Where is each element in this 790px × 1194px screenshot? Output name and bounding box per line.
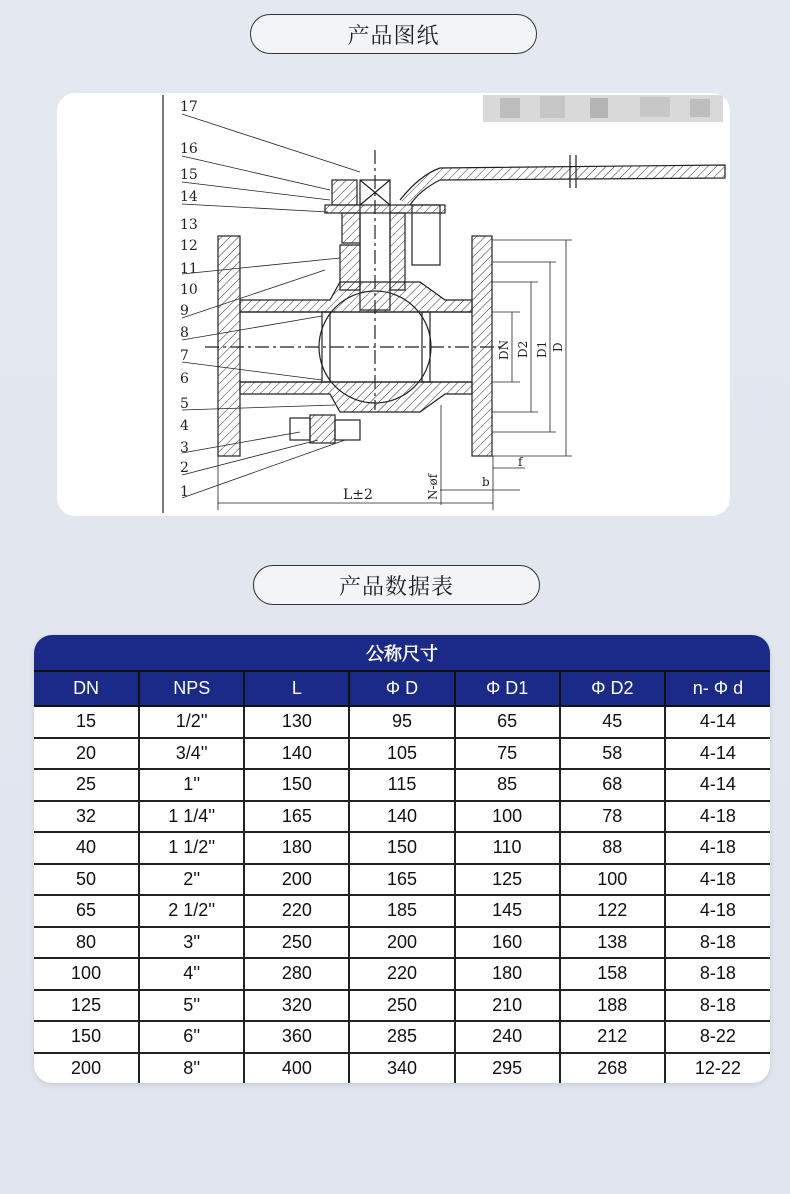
table-cell: 140	[244, 738, 349, 770]
table-cell: 12-22	[694, 1057, 741, 1078]
table-cell: 200	[34, 1053, 139, 1084]
table-cell: 6''	[139, 1021, 244, 1053]
table-cell: 285	[349, 1021, 454, 1053]
table-cell: 8-18	[665, 958, 770, 990]
table-cell: 4-18	[665, 801, 770, 833]
table-cell: 4-18	[665, 832, 770, 864]
table-cell: 4-14	[665, 706, 770, 738]
table-cell: 4-18	[665, 864, 770, 896]
part-label: 13	[180, 217, 198, 233]
table-cell: 130	[244, 706, 349, 738]
table-cell: 150	[244, 769, 349, 801]
table-cell: 4-14	[665, 769, 770, 801]
table-row	[34, 801, 770, 833]
table-cell: 2''	[139, 864, 244, 896]
column-header: n- Φ d	[665, 672, 770, 706]
table-cell: 200	[349, 927, 454, 959]
table-cell: 8''	[139, 1053, 244, 1084]
table-cell: 125	[455, 864, 560, 896]
table-cell: 150	[349, 832, 454, 864]
blurred-watermark	[483, 95, 723, 122]
table-cell: 32	[34, 801, 139, 833]
part-label: 4	[180, 418, 189, 434]
d-label: D	[551, 342, 565, 352]
table-cell: 122	[560, 895, 665, 927]
bolt-holes-label: N-øf	[426, 473, 440, 500]
table-cell: 360	[244, 1021, 349, 1053]
table-cell: 1/2''	[139, 706, 244, 738]
part-label: 7	[180, 348, 189, 364]
table-cell: 5''	[139, 990, 244, 1022]
length-label: L±2	[343, 487, 373, 503]
table-cell: 100	[455, 801, 560, 833]
column-header: Φ D	[349, 672, 454, 706]
section-title-drawing: 产品图纸	[250, 14, 537, 54]
table-row	[34, 1021, 770, 1053]
table-row	[34, 832, 770, 864]
table-cell: 20	[34, 738, 139, 770]
d2-label: D2	[516, 340, 530, 358]
table-row	[34, 706, 770, 738]
table-cell: 4-18	[665, 895, 770, 927]
table-cell: 268	[560, 1053, 665, 1084]
table-cell: 250	[244, 927, 349, 959]
table-cell: 158	[560, 958, 665, 990]
table-cell: 165	[349, 864, 454, 896]
table-cell: 145	[455, 895, 560, 927]
table-cell: 125	[34, 990, 139, 1022]
part-label: 3	[180, 440, 189, 456]
table-cell: 95	[349, 706, 454, 738]
table-cell: 150	[34, 1021, 139, 1053]
table-cell: 295	[455, 1053, 560, 1084]
table-cell: 250	[349, 990, 454, 1022]
table-cell: 320	[244, 990, 349, 1022]
table-cell: 8-18	[665, 927, 770, 959]
table-row	[34, 958, 770, 990]
part-label: 12	[180, 238, 198, 254]
table-cell: 220	[349, 958, 454, 990]
column-header: L	[244, 672, 349, 706]
part-label: 2	[180, 460, 189, 476]
table-cell: 138	[560, 927, 665, 959]
table-cell: 100	[34, 958, 139, 990]
column-header: NPS	[139, 672, 244, 706]
part-label: 6	[180, 371, 189, 387]
table-cell: 185	[349, 895, 454, 927]
part-label: 15	[180, 167, 198, 183]
b-label: b	[482, 475, 490, 489]
table-cell: 45	[560, 706, 665, 738]
part-label: 14	[180, 189, 198, 205]
table-cell: 50	[34, 864, 139, 896]
table-cell: 3/4''	[139, 738, 244, 770]
table-cell: 140	[349, 801, 454, 833]
table-cell: 200	[244, 864, 349, 896]
table-row	[34, 1053, 770, 1084]
table-cell: 280	[244, 958, 349, 990]
table-cell: 340	[349, 1053, 454, 1084]
table-cell: 115	[349, 769, 454, 801]
table-cell: 78	[560, 801, 665, 833]
table-cell: 3''	[139, 927, 244, 959]
table-row	[34, 927, 770, 959]
specification-table	[34, 635, 770, 1083]
part-label: 1	[180, 484, 189, 500]
valve-cross-section-drawing	[57, 93, 730, 516]
table-cell: 110	[455, 832, 560, 864]
table-cell: 25	[34, 769, 139, 801]
table-cell: 165	[244, 801, 349, 833]
table-row	[34, 738, 770, 770]
table-cell: 100	[560, 864, 665, 896]
column-header: DN	[34, 672, 139, 706]
part-label: 10	[180, 282, 198, 298]
table-cell: 1 1/2''	[139, 832, 244, 864]
section-title-data-table: 产品数据表	[253, 565, 540, 605]
table-cell: 240	[455, 1021, 560, 1053]
table-cell: 68	[560, 769, 665, 801]
part-label: 16	[180, 141, 198, 157]
table-cell: 1 1/4''	[139, 801, 244, 833]
dn-label: DN	[497, 339, 511, 360]
table-cell: 80	[34, 927, 139, 959]
table-cell: 220	[244, 895, 349, 927]
table-cell: 40	[34, 832, 139, 864]
table-cell: 65	[34, 895, 139, 927]
table-cell: 4''	[139, 958, 244, 990]
table-cell: 15	[34, 706, 139, 738]
table-cell: 180	[455, 958, 560, 990]
table-cell: 75	[455, 738, 560, 770]
table-cell: 1''	[139, 769, 244, 801]
table-row	[34, 864, 770, 896]
d1-label: D1	[535, 340, 549, 358]
table-row	[34, 895, 770, 927]
table-cell: 58	[560, 738, 665, 770]
part-label: 5	[180, 396, 189, 412]
column-header: Φ D2	[560, 672, 665, 706]
column-header: Φ D1	[455, 672, 560, 706]
table-cell: 4-14	[665, 738, 770, 770]
table-cell: 180	[244, 832, 349, 864]
f-label: f	[518, 455, 523, 469]
table-cell: 400	[244, 1053, 349, 1084]
table-cell: 8-22	[665, 1021, 770, 1053]
table-cell: 88	[560, 832, 665, 864]
table-cell: 8-18	[665, 990, 770, 1022]
part-label: 8	[180, 325, 189, 341]
table-cell: 210	[455, 990, 560, 1022]
part-label: 11	[180, 261, 198, 277]
valve-drawing-card	[57, 93, 730, 516]
part-label: 9	[180, 303, 189, 319]
table-cell: 160	[455, 927, 560, 959]
table-cell: 105	[349, 738, 454, 770]
table-cell: 212	[560, 1021, 665, 1053]
table-row	[34, 769, 770, 801]
part-label: 17	[180, 99, 198, 115]
table-cell: 65	[455, 706, 560, 738]
table-header-row	[34, 672, 770, 706]
table-cell: 85	[455, 769, 560, 801]
table-cell: 188	[560, 990, 665, 1022]
table-title: 公称尺寸	[34, 635, 770, 672]
table-cell: 2 1/2''	[139, 895, 244, 927]
table-row	[34, 990, 770, 1022]
